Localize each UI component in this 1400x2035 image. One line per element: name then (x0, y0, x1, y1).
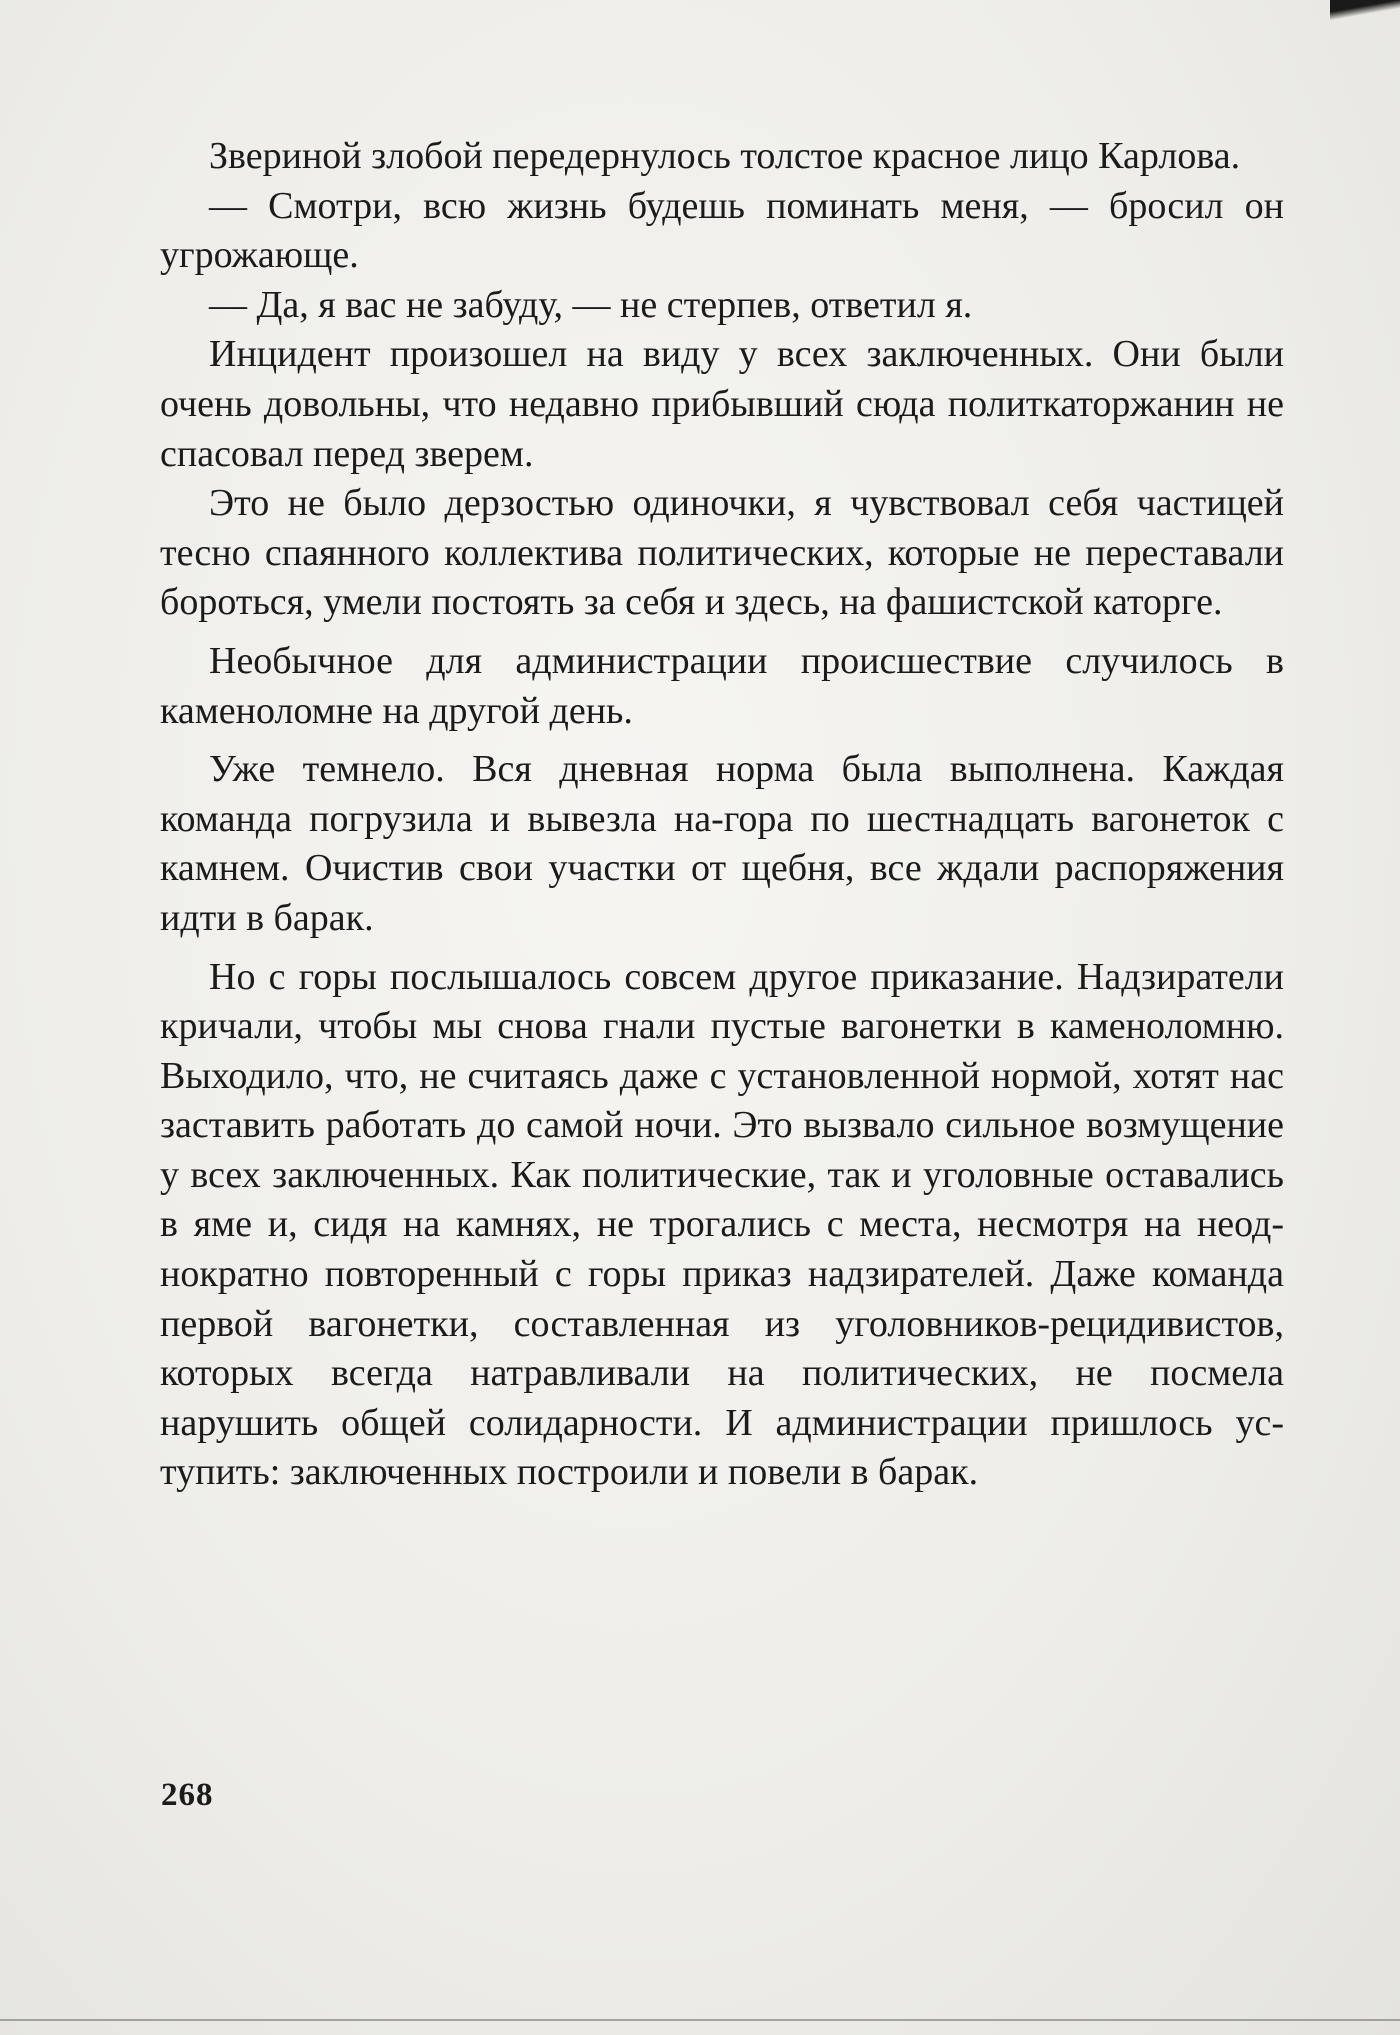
paragraph: Но с горы послышалось совсем другое приказание. Надзиратели кричали, чтобы мы снова гнали пустые вагонетки в каменоломню. Выходило, что, не считаясь даже с установленной нормой, хотят нас заставить работать до самой ночи. Это вызвало сильное возмущение у всех заключенных. Как политические, так и уголовные оставались в яме и, сидя на камнях, не трогались с места, несмотря на неоднократно повторенный с горы приказ надзирателей. Даже команда первой вагонетки, составленная из уголовников-рецидивистов, которых всегда натравливали на политических, не посмела нарушить общей солидарности. И администрации пришлось уступить: заключенных построили и повели в барак. (160, 955, 1284, 1494)
body-text (160, 132, 1284, 1498)
scan-corner-shadow (1330, 0, 1400, 22)
paragraph: Уже темнело. Вся дневная норма была выполнена. Каждая команда погрузила и вывезла на-гора по шестнадцать вагонеток с камнем. Очистив свои участки от щебня, все ждали распоряжения идти в барак. (160, 748, 1284, 939)
paragraph: — Да, я вас не забуду, — не стерпев, ответил я. (209, 283, 973, 326)
paragraph: — Смотри, всю жизнь будешь поминать меня, — бросил он угрожающе. (160, 184, 1284, 277)
paragraph: Это не было дерзостью одиночки, я чувствовал себя частицей тесно спаянного коллектива политических, которые не переставали бороться, умели постоять за себя и здесь, на фашистской каторге. (160, 482, 1284, 624)
scan-bottom-edge (0, 2019, 1400, 2021)
paragraph: Необычное для администрации происшествие случилось в каменоломне на другой день. (160, 639, 1284, 732)
paragraph: Инцидент произошел на виду у всех заключенных. Они были очень довольны, что недавно прибывший сюда политкаторжанин не спасовал перед зверем. (160, 333, 1284, 475)
paragraph: Звериной злобой передернулось толстое красное лицо Карлова. (209, 135, 1241, 177)
page-number: 268 (161, 1777, 214, 1813)
